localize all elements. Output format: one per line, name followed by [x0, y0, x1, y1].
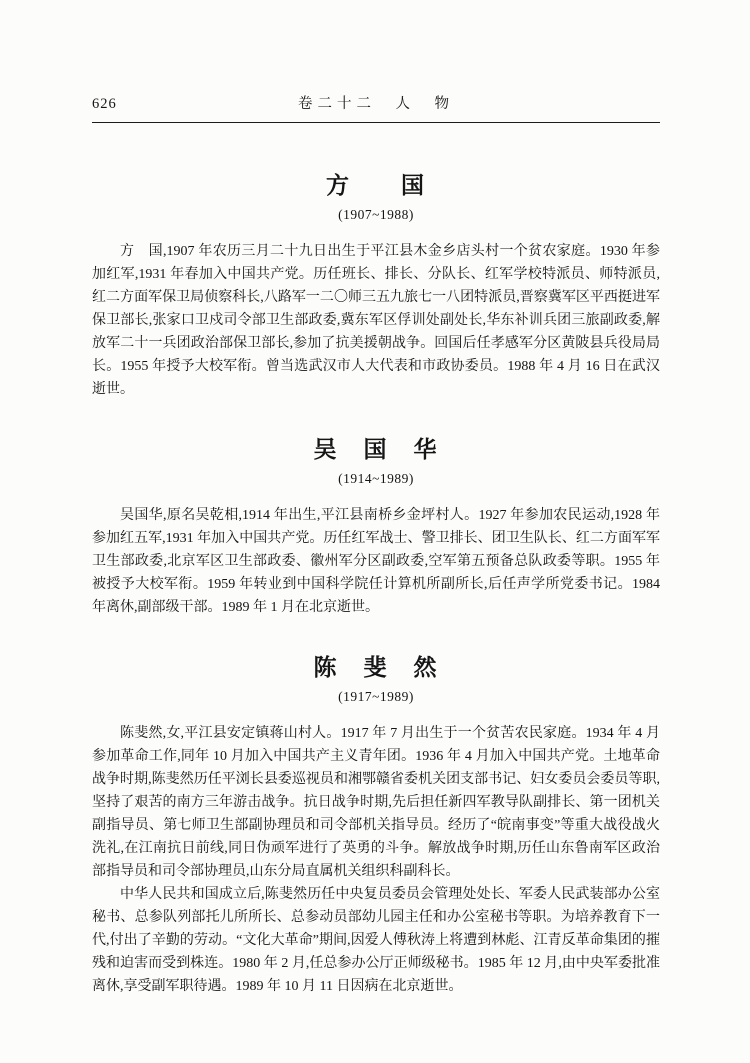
entry-paragraph: 方 国,1907 年农历三月二十九日出生于平江县木金乡店头村一个贫农家庭。1930 年参加红军,1931 年春加入中国共产党。历任班长、排长、分队长、红军学校特派员、师特派员,红二方面军保卫局侦察科长,八路军一二〇师三五九旅七一八团特派员,晋察冀军区平西挺进军保卫部长,张家口卫戍司令部卫生部政委,冀东军区俘训处副处长,华东补训兵团三旅副政委,解放军二十一兵团政治部保卫部长,参加了抗美援朝战争。回国后任孝感军分区黄陂县兵役局局长。1955 年授予大校军衔。曾当选武汉市人大代表和市政协委员。1988 年 4 月 16 日在武汉逝世。 — [92, 244, 660, 397]
entry-paragraph: 中华人民共和国成立后,陈斐然历任中央复员委员会管理处处长、军委人民武装部办公室秘书、总参队列部托儿所所长、总参动员部幼儿园主任和办公室秘书等职。为培养教育下一代,付出了辛勤的劳动。“文化大革命”期间,因爱人傅秋涛上将遭到林彪、江青反革命集团的摧残和迫害而受到株连。1980 年 2 月,任总参办公厅正师级秘书。1985 年 12 月,由中央军委批准离休,享受副军职待遇。1989 年 10 月 11 日因病在北京逝世。 — [92, 887, 660, 994]
page-header — [92, 92, 660, 113]
entry-dates: (1917~1989) — [338, 689, 414, 704]
entry-body — [92, 722, 660, 998]
header-rule — [92, 122, 660, 123]
entry-name: 吴 国 华 — [313, 437, 439, 462]
page-number: 626 — [92, 96, 117, 112]
biography-entry-chen-feiran — [92, 649, 660, 998]
entry-name: 方 国 — [326, 173, 426, 198]
entry-dates: (1914~1989) — [338, 471, 414, 486]
entry-body — [92, 504, 660, 619]
entry-paragraph: 吴国华,原名吴乾相,1914 年出生,平江县南桥乡金坪村人。1927 年参加农民运动,1928 年参加红五军,1931 年加入中国共产党。历任红军战士、警卫排长、团卫生队长、红二方面军军卫生部政委,北京军区卫生部政委、徽州军分区副政委,空军第五预备总队政委等职。1955 年被授予大校军衔。1959 年转业到中国科学院任计算机所副所长,后任声学所党委书记。1984 年离休,副部级干部。1989 年 1 月在北京逝世。 — [92, 508, 660, 615]
running-title: 卷二十二 人 物 — [298, 96, 454, 112]
entry-body — [92, 240, 660, 401]
entry-dates: (1907~1988) — [338, 207, 414, 222]
entry-paragraph: 陈斐然,女,平江县安定镇蒋山村人。1917 年 7 月出生于一个贫苦农民家庭。1934 年 4 月参加革命工作,同年 10 月加入中国共产主义青年团。1936 年 4 月加入中国共产党。土地革命战争时期,陈斐然历任平浏长县委巡视员和湘鄂赣省委机关团支部书记、妇女委员会委员等职,坚持了艰苦的南方三年游击战争。抗日战争时期,先后担任新四军教导队副排长、第一团机关副指导员、第七师卫生部副协理员和司令部机关指导员。经历了“皖南事变”等重大战役战火洗礼,在江南抗日前线,同日伪顽军进行了英勇的斗争。解放战争时期,历任山东鲁南军区政治部指导员和司令部协理员,山东分局直属机关组织科副科长。 — [92, 726, 660, 879]
biography-entry-fang-guo — [92, 167, 660, 401]
biography-entry-wu-guohua — [92, 431, 660, 619]
entry-name: 陈 斐 然 — [313, 655, 439, 680]
